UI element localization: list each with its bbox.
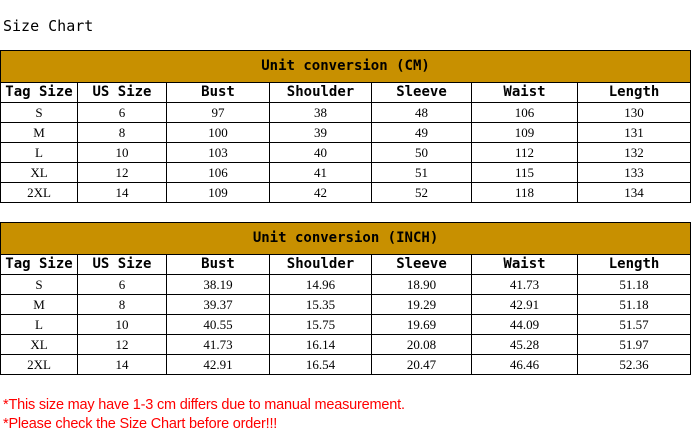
table-cell: 41.73	[472, 275, 578, 295]
table-cell: 39	[270, 123, 372, 143]
table-row	[1, 315, 691, 335]
table-cell: 51.18	[578, 295, 691, 315]
table-cell: 42.91	[167, 355, 270, 375]
table-cell: 19.29	[372, 295, 472, 315]
table-cell: 40	[270, 143, 372, 163]
table-cell: 8	[78, 123, 167, 143]
column-header: Bust	[167, 83, 270, 103]
size-table-cm	[0, 50, 691, 203]
table-cell: 15.75	[270, 315, 372, 335]
table-row	[1, 163, 691, 183]
table-cell: 50	[372, 143, 472, 163]
table-cell: 20.08	[372, 335, 472, 355]
table-cell: 20.47	[372, 355, 472, 375]
page-title: Size Chart	[3, 17, 94, 35]
table-cell: 103	[167, 143, 270, 163]
size-table-inch	[0, 222, 691, 375]
table-cell: 39.37	[167, 295, 270, 315]
column-header: Shoulder	[270, 255, 372, 275]
table-cell: 12	[78, 335, 167, 355]
table-cell: 134	[578, 183, 691, 203]
column-header: Bust	[167, 255, 270, 275]
table-cell: 130	[578, 103, 691, 123]
table-row	[1, 275, 691, 295]
table-row	[1, 335, 691, 355]
table-cell: 46.46	[472, 355, 578, 375]
table-cell: 49	[372, 123, 472, 143]
table-cell: 12	[78, 163, 167, 183]
table-cell: 97	[167, 103, 270, 123]
table-cell: 14	[78, 355, 167, 375]
table-cell: L	[1, 315, 78, 335]
table-row	[1, 103, 691, 123]
table-cell: 51.18	[578, 275, 691, 295]
table-row	[1, 295, 691, 315]
table-cell: 38.19	[167, 275, 270, 295]
table-cell: S	[1, 103, 78, 123]
column-header: Shoulder	[270, 83, 372, 103]
table-cell: 2XL	[1, 183, 78, 203]
table-cell: 18.90	[372, 275, 472, 295]
table-heading: Unit conversion (INCH)	[1, 223, 691, 255]
table-cell: S	[1, 275, 78, 295]
table-cell: 48	[372, 103, 472, 123]
table-cell: 109	[167, 183, 270, 203]
table-row	[1, 143, 691, 163]
table-cell: 51.97	[578, 335, 691, 355]
table-cell: 38	[270, 103, 372, 123]
table-cell: 51.57	[578, 315, 691, 335]
measurement-note: *This size may have 1-3 cm differs due to manual measurement.	[3, 397, 405, 413]
table-cell: 41	[270, 163, 372, 183]
table-cell: M	[1, 123, 78, 143]
table-row	[1, 123, 691, 143]
table-cell: 52	[372, 183, 472, 203]
table-cell: 44.09	[472, 315, 578, 335]
table-cell: 133	[578, 163, 691, 183]
table-cell: XL	[1, 163, 78, 183]
column-header: Sleeve	[372, 255, 472, 275]
column-header: Tag Size	[1, 255, 78, 275]
table-cell: 112	[472, 143, 578, 163]
column-header: Length	[578, 83, 691, 103]
check-chart-note: *Please check the Size Chart before order!!!	[3, 416, 278, 432]
table-cell: 19.69	[372, 315, 472, 335]
table-heading: Unit conversion (CM)	[1, 51, 691, 83]
table-cell: M	[1, 295, 78, 315]
table-cell: 106	[472, 103, 578, 123]
column-header: Waist	[472, 83, 578, 103]
table-cell: L	[1, 143, 78, 163]
column-header: US Size	[78, 83, 167, 103]
table-cell: 16.54	[270, 355, 372, 375]
column-header: US Size	[78, 255, 167, 275]
table-cell: 16.14	[270, 335, 372, 355]
table-row	[1, 183, 691, 203]
table-cell: 40.55	[167, 315, 270, 335]
table-cell: 2XL	[1, 355, 78, 375]
table-cell: 10	[78, 315, 167, 335]
table-cell: 52.36	[578, 355, 691, 375]
column-header: Waist	[472, 255, 578, 275]
table-cell: 51	[372, 163, 472, 183]
table-cell: 10	[78, 143, 167, 163]
table-cell: 42.91	[472, 295, 578, 315]
table-cell: 6	[78, 103, 167, 123]
table-cell: 100	[167, 123, 270, 143]
table-cell: 118	[472, 183, 578, 203]
table-cell: 115	[472, 163, 578, 183]
table-cell: 42	[270, 183, 372, 203]
column-header: Tag Size	[1, 83, 78, 103]
column-header: Sleeve	[372, 83, 472, 103]
table-cell: 14	[78, 183, 167, 203]
table-row	[1, 355, 691, 375]
table-cell: 15.35	[270, 295, 372, 315]
table-cell: 41.73	[167, 335, 270, 355]
table-cell: 109	[472, 123, 578, 143]
table-cell: XL	[1, 335, 78, 355]
table-cell: 8	[78, 295, 167, 315]
table-cell: 106	[167, 163, 270, 183]
table-cell: 14.96	[270, 275, 372, 295]
table-cell: 132	[578, 143, 691, 163]
column-header: Length	[578, 255, 691, 275]
table-cell: 45.28	[472, 335, 578, 355]
table-cell: 131	[578, 123, 691, 143]
table-cell: 6	[78, 275, 167, 295]
